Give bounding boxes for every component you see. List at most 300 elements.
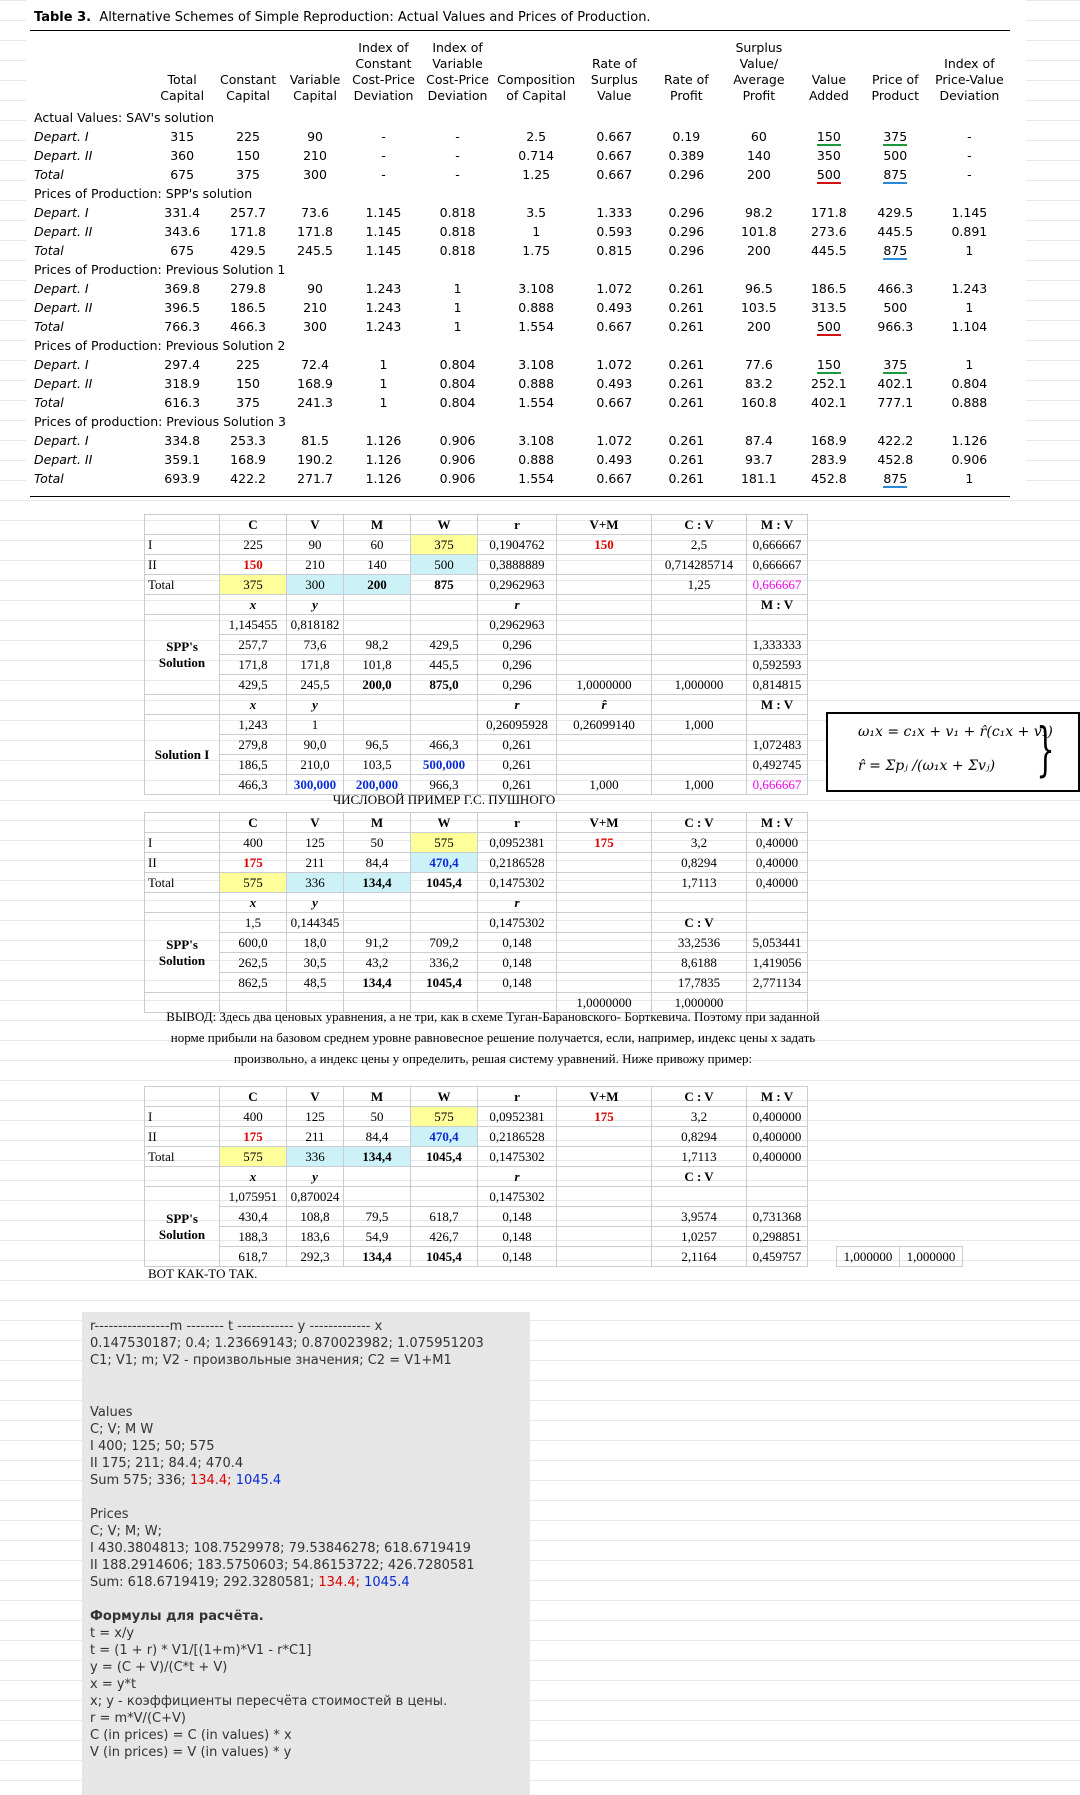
grid-cell: I [145, 535, 220, 555]
grid-cell: 3,2 [652, 833, 747, 853]
grid-cell: V+M [557, 1087, 652, 1107]
column-header [30, 40, 152, 108]
notes-arb-line: C1; V1; m; V2 - произвольные значения; C2 = V1+M1 [90, 1353, 452, 1368]
table-cell: 60 [750, 129, 767, 144]
table-cell: - [967, 129, 972, 144]
table-cell: 90 [307, 281, 323, 296]
grid-cell: 618,7 [220, 1247, 287, 1267]
grid-cell: 1,7113 [652, 873, 747, 893]
grid-cell: 1,000 [652, 715, 747, 735]
grid-cell: 2,1164 [652, 1247, 747, 1267]
grid-cell: M : V [747, 813, 808, 833]
grid-cell: 0,1904762 [478, 535, 557, 555]
grid-cell [747, 615, 808, 635]
column-header: Index of Constant Cost-Price Deviation [352, 40, 415, 103]
grid-cell: r̂ [557, 695, 652, 715]
table-cell: 0.818 [439, 205, 476, 220]
table-cell: 3.5 [526, 205, 547, 220]
grid-cell: 1,0000000 [557, 993, 652, 1013]
table-cell: 616.3 [164, 395, 201, 410]
formula-box [826, 712, 1080, 792]
row-label: Total [34, 395, 64, 410]
grid-cell [411, 595, 478, 615]
grid-cell: 0,666667 [747, 575, 808, 595]
table-cell: 1 [965, 300, 974, 315]
grid-cell [344, 913, 411, 933]
grid-cell: 1,0257 [652, 1227, 747, 1247]
section-row [30, 184, 1010, 203]
grid-row [145, 1107, 808, 1127]
grid-cell: 175 [220, 853, 287, 873]
table-cell: 0.667 [596, 167, 633, 182]
table-cell: 675 [170, 167, 195, 182]
grid-cell: r [478, 813, 557, 833]
table-cell: 1.145 [365, 243, 402, 258]
grid-cell [557, 1147, 652, 1167]
table-cell: 0.296 [668, 167, 705, 182]
grid-cell: 0,2186528 [478, 1127, 557, 1147]
table-cell: 343.6 [164, 224, 201, 239]
grid-cell: 500,000 [411, 755, 478, 775]
grid-row [145, 595, 808, 615]
table-cell: 875 [883, 243, 908, 258]
table-cell: 3.108 [518, 357, 555, 372]
grid-cell: 0,26095928 [478, 715, 557, 735]
table-3-grid [30, 40, 1010, 488]
grid-row [145, 1207, 808, 1227]
table-3-header-row [30, 40, 1010, 108]
column-header: Index of Variable Cost-Price Deviation [426, 40, 489, 103]
table-cell: 72.4 [301, 357, 329, 372]
grid-cell: 48,5 [287, 973, 344, 993]
grid-cell: M [344, 515, 411, 535]
grid-cell [652, 1187, 747, 1207]
grid-cell: 600,0 [220, 933, 287, 953]
row-label: Depart. II [34, 452, 93, 467]
grid-cell: 17,7835 [652, 973, 747, 993]
row-label: Depart. I [34, 357, 89, 372]
grid-cell: 134,4 [344, 873, 411, 893]
table-cell: 93.7 [744, 452, 773, 467]
grid-cell: 400 [220, 833, 287, 853]
grid-cell: 0,400000 [747, 1107, 808, 1127]
grid-cell: 3,2 [652, 1107, 747, 1127]
grid-cell: 5,053441 [747, 933, 808, 953]
table-bottom-rule [30, 496, 1010, 497]
table-cell: 0.667 [596, 471, 633, 486]
row-label: Depart. I [34, 281, 89, 296]
grid-cell: M [344, 1087, 411, 1107]
row-label: Depart. II [34, 376, 93, 391]
grid-cell: V [287, 1087, 344, 1107]
grid-cell [557, 913, 652, 933]
table-cell: 186.5 [810, 281, 847, 296]
grid-cell [557, 1227, 652, 1247]
grid-cell [411, 615, 478, 635]
table-cell: 1 [453, 319, 462, 334]
table-cell: 1 [453, 281, 462, 296]
grid-row [145, 535, 808, 555]
table-row [30, 374, 1010, 393]
grid-cell: 210 [287, 555, 344, 575]
grid-cell: 1,333333 [747, 635, 808, 655]
table-cell: 0.261 [668, 357, 705, 372]
table-cell: 875 [883, 471, 908, 486]
table-cell: 1.145 [365, 205, 402, 220]
grid-cell: 0,40000 [747, 873, 808, 893]
grid-cell: 575 [411, 833, 478, 853]
table-cell: 168.9 [297, 376, 333, 391]
grid-cell [557, 1207, 652, 1227]
grid-cell [557, 1247, 652, 1267]
grid-row [145, 735, 808, 755]
grid-cell: M : V [747, 595, 808, 615]
table-cell: 0.389 [668, 148, 705, 163]
grid-row [145, 853, 808, 873]
section-title: Prices of Production: Previous Solution 2 [34, 338, 286, 353]
table-cell: 422.2 [230, 471, 266, 486]
grid-cell: 279,8 [220, 735, 287, 755]
table-cell: 693.9 [164, 471, 201, 486]
table-cell: 1.243 [365, 281, 402, 296]
conclusion-text: ВЫВОД: Здесь два ценовых уравнения, а не три, как в схеме Туган-Барановского- Борткевича. Поэтому при заданной норме прибыли на базовом среднем уровне равновесное решение получается, если, например, индекс цены x задать произвольно, а индекс цены y определить, решая систему уравнений. Ниже привожу пример: [166, 1009, 820, 1066]
table-cell: 875 [883, 167, 908, 182]
grid-cell [652, 735, 747, 755]
grid-cell [557, 893, 652, 913]
table-cell: 171.8 [297, 224, 333, 239]
grid-row [145, 755, 808, 775]
grid-cell [652, 635, 747, 655]
grid-cell: 0,666667 [747, 555, 808, 575]
grid-row [145, 873, 808, 893]
grid-cell [145, 1087, 220, 1107]
table-cell: 0.714 [518, 148, 555, 163]
grid-row [145, 1187, 808, 1207]
formula-6: r = m*V/(C+V) [90, 1711, 186, 1726]
grid-cell: 0,261 [478, 755, 557, 775]
row-label: Depart. II [34, 300, 93, 315]
grid-cell: y [287, 595, 344, 615]
grid-cell [557, 1167, 652, 1187]
grid-cell [344, 715, 411, 735]
table-cell: 0.804 [951, 376, 988, 391]
grid-cell [557, 635, 652, 655]
grid-cell: 0,148 [478, 1227, 557, 1247]
table-cell: 1.333 [596, 205, 633, 220]
grid-row [145, 615, 808, 635]
grid-cell: 30,5 [287, 953, 344, 973]
grid-cell: W [411, 813, 478, 833]
table-cell: 160.8 [740, 395, 777, 410]
formula-4: x = y*t [90, 1677, 137, 1692]
section-row [30, 336, 1010, 355]
table-cell: 101.8 [740, 224, 777, 239]
grid-cell: 0,714285714 [652, 555, 747, 575]
grid-cell: r [478, 695, 557, 715]
table-row [30, 222, 1010, 241]
section-row [30, 412, 1010, 431]
table-cell: 171.8 [230, 224, 266, 239]
grid-cell: 150 [557, 535, 652, 555]
grid-cell: 0,492745 [747, 755, 808, 775]
table-cell: 1 [532, 224, 541, 239]
table-cell: 500 [816, 167, 841, 182]
grid-cell: M : V [747, 1087, 808, 1107]
grid-cell: 618,7 [411, 1207, 478, 1227]
table-cell: 0.493 [596, 376, 633, 391]
grid-cell: 0,459757 [747, 1247, 808, 1267]
grid-cell: 0,148 [478, 933, 557, 953]
grid-cell: 262,5 [220, 953, 287, 973]
grid-cell: 0,2186528 [478, 853, 557, 873]
table-cell: 966.3 [877, 319, 914, 334]
grid-cell: C : V [652, 515, 747, 535]
grid-row [145, 893, 808, 913]
table-cell: 0.667 [596, 395, 633, 410]
grid-cell: 1,000000 [837, 1247, 900, 1267]
grid-cell: 257,7 [220, 635, 287, 655]
grid-cell: 1045,4 [411, 873, 478, 893]
table-row [30, 298, 1010, 317]
grid-row [145, 933, 808, 953]
row-label: Total [34, 167, 64, 182]
grid-cell: 18,0 [287, 933, 344, 953]
grid-cell: 0,2962963 [478, 615, 557, 635]
column-header: Surplus Value/ Average Profit [733, 40, 785, 103]
grid-cell [411, 893, 478, 913]
grid-cell: 50 [344, 1107, 411, 1127]
table-cell: 73.6 [301, 205, 329, 220]
section-title: Prices of production: Previous Solution 3 [34, 414, 286, 429]
grid-cell: 0,8294 [652, 853, 747, 873]
row-label: Total [34, 243, 64, 258]
grid-cell: 0,2962963 [478, 575, 557, 595]
grid-cell [557, 953, 652, 973]
grid-cell: II [145, 853, 220, 873]
table-cell: 445.5 [810, 243, 847, 258]
grid-cell: Total [145, 873, 220, 893]
grid-cell: II [145, 555, 220, 575]
table-cell: 0.818 [439, 243, 476, 258]
grid-cell: 430,4 [220, 1207, 287, 1227]
table-cell: 1.072 [596, 281, 633, 296]
table-cell: 77.6 [744, 357, 773, 372]
grid-cell: 211 [287, 853, 344, 873]
table-cell: 200 [746, 243, 771, 258]
table-cell: 452.8 [810, 471, 847, 486]
column-header: Rate of Profit [664, 72, 709, 103]
grid-cell: 0,144345 [287, 913, 344, 933]
grid-cell: 0,666667 [747, 535, 808, 555]
table-cell: 375 [883, 129, 908, 144]
grid-cell [411, 695, 478, 715]
grid-cell: 1,000000 [652, 993, 747, 1013]
prices-sum: Sum: 618.6719419; 292.3280581; 134.4; 1045.4 [90, 1575, 410, 1590]
table-row [30, 146, 1010, 165]
table-cell: 0.296 [668, 205, 705, 220]
table-cell: 241.3 [297, 395, 333, 410]
grid-cell: W [411, 515, 478, 535]
grid-cell: 0,1475302 [478, 913, 557, 933]
grid-cell: 300 [287, 575, 344, 595]
grid-row [145, 1247, 808, 1267]
table-cell: 1.126 [951, 433, 988, 448]
values-table-2 [144, 812, 808, 1013]
grid-cell: 183,6 [287, 1227, 344, 1247]
grid-cell [344, 1167, 411, 1187]
grid-cell: 200,000 [344, 775, 411, 795]
grid-cell: 0,0952381 [478, 1107, 557, 1127]
values-row-2: II 175; 211; 84.4; 470.4 [90, 1456, 244, 1471]
column-header: Price of Product [871, 72, 920, 103]
grid-cell: 98,2 [344, 635, 411, 655]
table-cell: 200 [746, 167, 771, 182]
table-cell: 313.5 [810, 300, 847, 315]
table-cell: 150 [236, 148, 260, 163]
table-cell: 210 [303, 148, 327, 163]
row-label: Depart. I [34, 205, 89, 220]
table-cell: 0.888 [518, 376, 555, 391]
grid-cell [145, 515, 220, 535]
grid-cell [145, 893, 220, 913]
table-cell: 3.108 [518, 433, 555, 448]
row-label: Depart. II [34, 224, 93, 239]
table-cell: - [455, 129, 460, 144]
grid-cell: 300,000 [287, 775, 344, 795]
grid-cell [411, 1187, 478, 1207]
grid-cell [145, 695, 220, 715]
grid-cell: 0,666667 [747, 775, 808, 795]
grid-cell: 0,40000 [747, 853, 808, 873]
table-cell: 1.243 [365, 300, 402, 315]
grid-cell: r [478, 515, 557, 535]
table-cell: 200 [746, 319, 771, 334]
grid-cell: 0,40000 [747, 833, 808, 853]
table-cell: 83.2 [744, 376, 773, 391]
table-cell: 1.145 [365, 224, 402, 239]
grid-cell [344, 595, 411, 615]
grid-cell [747, 913, 808, 933]
grid-cell: 186,5 [220, 755, 287, 775]
table-cell: 283.9 [810, 452, 847, 467]
table-cell: 1.126 [365, 433, 402, 448]
table-cell: 0.804 [439, 357, 476, 372]
grid-cell: 125 [287, 833, 344, 853]
table-cell: 98.2 [744, 205, 773, 220]
grid-row [145, 813, 808, 833]
grid-cell: 0,296 [478, 655, 557, 675]
grid-cell: 0,1475302 [478, 1187, 557, 1207]
grid-cell: 875 [411, 575, 478, 595]
table-cell: 0.261 [668, 376, 705, 391]
section-title: Prices of Production: Previous Solution 1 [34, 262, 286, 277]
grid-cell: 445,5 [411, 655, 478, 675]
grid-cell: 90,0 [287, 735, 344, 755]
grid-cell [557, 595, 652, 615]
row-label: Total [34, 471, 64, 486]
grid-cell: y [287, 893, 344, 913]
table-cell: 1 [965, 471, 974, 486]
table-cell: 1.554 [518, 395, 555, 410]
table-cell: 0.261 [668, 281, 705, 296]
table-cell: 0.296 [668, 224, 705, 239]
grid-cell: y [287, 1167, 344, 1187]
table-row [30, 431, 1010, 450]
grid-row [145, 1147, 808, 1167]
table-cell: 1 [453, 300, 462, 315]
table-cell: 0.906 [439, 433, 476, 448]
table-cell: 300 [303, 167, 327, 182]
grid-cell: x [220, 695, 287, 715]
table-cell: 0.593 [596, 224, 633, 239]
grid-cell: 0,296 [478, 675, 557, 695]
grid-cell [557, 873, 652, 893]
grid-cell: 575 [220, 1147, 287, 1167]
grid-cell: 575 [411, 1107, 478, 1127]
notes-values-line: 0.147530187; 0.4; 1.23669143; 0.870023982; 1.075951203 [90, 1336, 484, 1351]
grid-cell: 0,592593 [747, 655, 808, 675]
grid-cell: 84,4 [344, 1127, 411, 1147]
grid-cell [652, 695, 747, 715]
grid-cell [747, 1167, 808, 1187]
grid-row [145, 555, 808, 575]
prices-row-2: II 188.2914606; 183.5750603; 54.86153722; 426.7280581 [90, 1558, 475, 1573]
row-label: Depart. I [34, 129, 89, 144]
table-cell: 766.3 [164, 319, 201, 334]
table-cell: 375 [236, 395, 260, 410]
table-3 [26, 0, 1026, 500]
table-cell: 0.804 [439, 395, 476, 410]
grid-cell: 125 [287, 1107, 344, 1127]
table-cell: 0.19 [672, 129, 701, 144]
values-sum: Sum 575; 336; 134.4; 1045.4 [90, 1473, 282, 1488]
grid-row [145, 695, 808, 715]
grid-cell: 90 [287, 535, 344, 555]
grid-cell [747, 715, 808, 735]
table-cell: 360 [170, 148, 195, 163]
grid-cell: II [145, 1127, 220, 1147]
formula-1: t = x/y [90, 1626, 135, 1641]
column-header: Rate of Surplus Value [590, 56, 638, 103]
pushnoy-title: ЧИСЛОВОЙ ПРИМЕР Г.С. ПУШНОГО [332, 792, 556, 807]
table-cell: 1.126 [365, 452, 402, 467]
grid-cell: 210,0 [287, 755, 344, 775]
table-cell: 0.888 [518, 300, 555, 315]
grid-cell: 0,148 [478, 1207, 557, 1227]
grid-cell: r [478, 1087, 557, 1107]
grid-row [145, 675, 808, 695]
formula-line-1: ω₁x = c₁x + v₁ + r̂(c₁x + v₁) [858, 724, 1053, 740]
grid-cell: 1,000000 [900, 1247, 963, 1267]
prices-row-1: I 430.3804813; 108.7529978; 79.53846278; 618.6719419 [90, 1541, 471, 1556]
grid-cell: 336 [287, 873, 344, 893]
grid-cell: 79,5 [344, 1207, 411, 1227]
column-header: Composition of Capital [497, 72, 576, 103]
table-cell: - [455, 148, 460, 163]
grid-cell: 0,261 [478, 775, 557, 795]
grid-cell: 1,7113 [652, 1147, 747, 1167]
grid-row [145, 635, 808, 655]
grid-cell: 336 [287, 1147, 344, 1167]
grid-cell: 108,8 [287, 1207, 344, 1227]
grid-cell: 1045,4 [411, 1247, 478, 1267]
prices-title: Prices [90, 1507, 129, 1522]
grid-cell: 0,1475302 [478, 1147, 557, 1167]
grid-cell [557, 735, 652, 755]
column-header: Total Capital [160, 72, 205, 103]
grid-cell [344, 695, 411, 715]
table-cell: 0.906 [439, 471, 476, 486]
